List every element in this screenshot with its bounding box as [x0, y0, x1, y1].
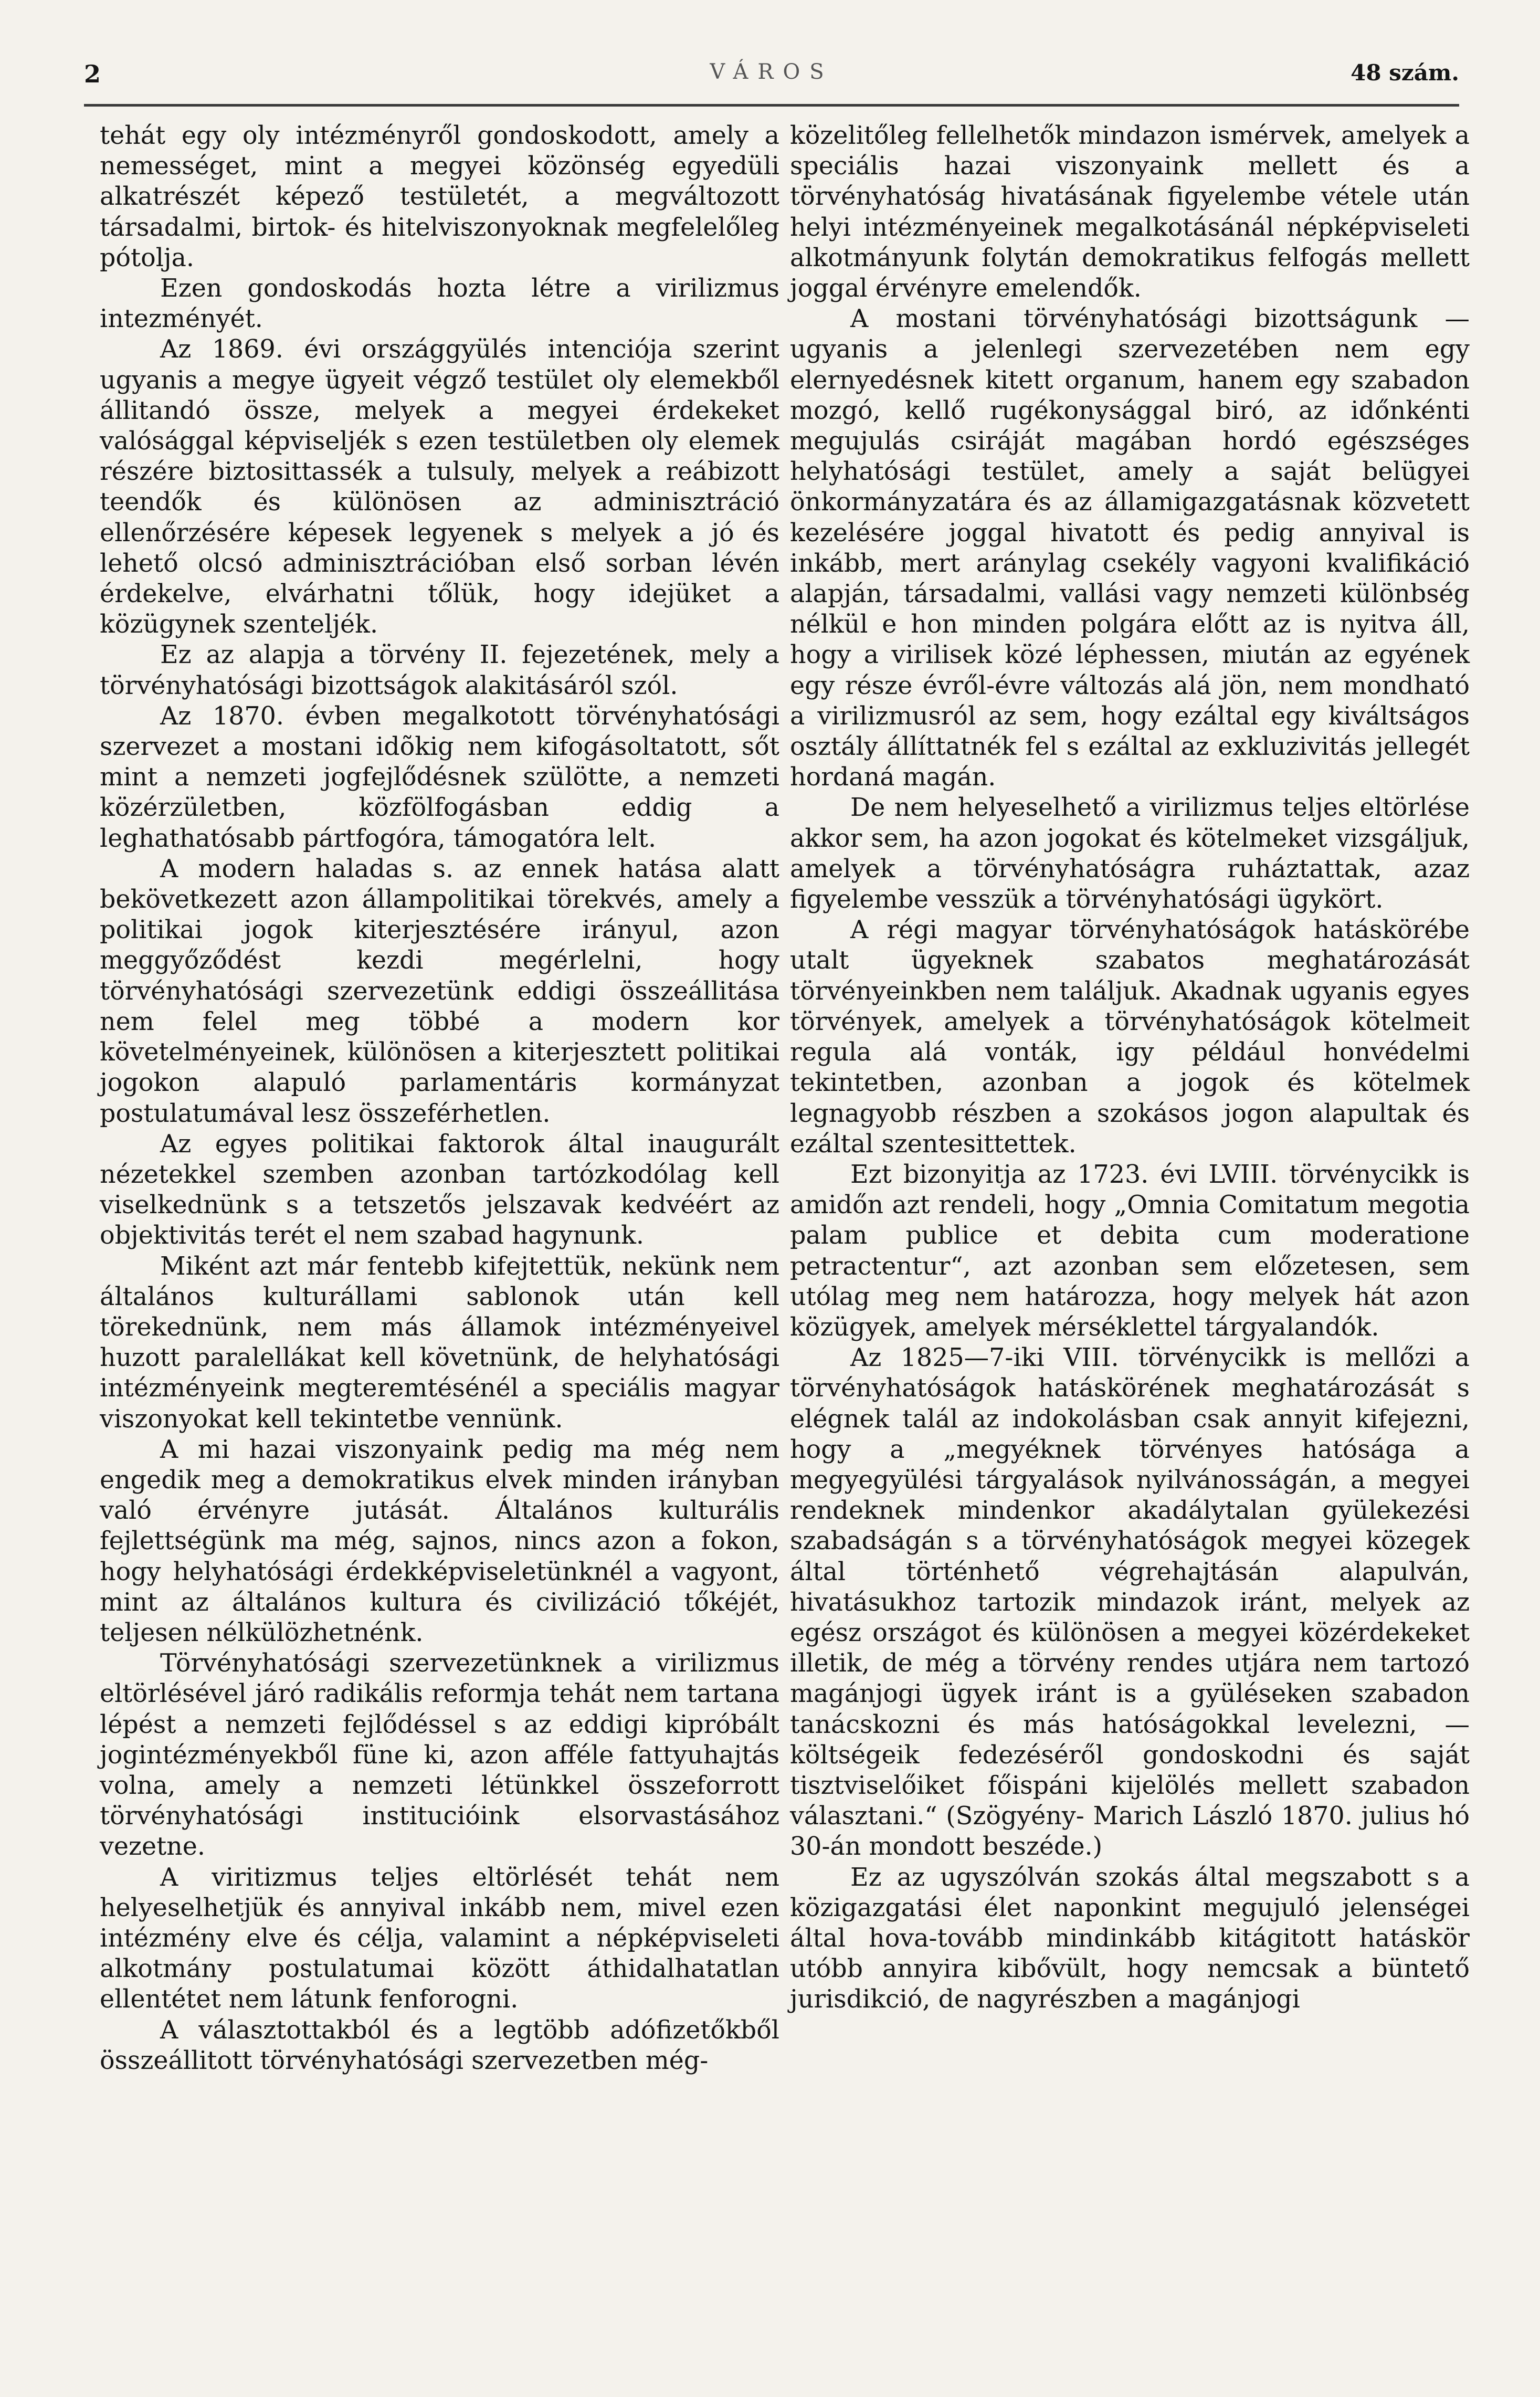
paragraph: Ez az ugyszólván szokás által megszabott s a közigazgatási élet naponkint megujuló jelenségei által hova-tovább mindinkább kitágitott hatáskör utóbb annyira kibővült, hogy nemcsak a büntető jurisdikció, de nagyrészben a magánjogi — [790, 1863, 1470, 2014]
paragraph: tehát egy oly intézményről gondoskodott, amely a nemességet, mint a megyei közönség egyedüli alkatrészét képező testületét, a megváltozott társadalmi, birtok- és hitelviszonyoknak megfelelőleg pótolja. — [100, 121, 779, 272]
issue-number: 48 szám. — [1351, 60, 1459, 86]
right-column — [790, 121, 1470, 2015]
paragraph: A mi hazai viszonyaink pedig ma még nem engedik meg a demokratikus elvek minden irányban való érvényre jutását. Általános kulturális fejlettségünk ma még, sajnos, nincs azon a fokon, hogy helyhatósági érdekképviseletünknél a vagyont, mint az általános kultura és civilizáció tőkéjét, teljesen nélkülözhetnénk. — [100, 1435, 779, 1647]
paragraph: A modern haladas s. az ennek hatása alatt bekövetkezett azon állampolitikai törekvés, amely a politikai jogok kiterjesztésére irányul, azon meggyőződést kezdi megérlelni, hogy törvényhatósági szervezetünk eddigi összeállitása nem felel meg többé a modern kor követelményeinek, különösen a kiterjesztett politikai jogokon alapuló parlamentáris kormányzat postulatumával lesz összeférhetlen. — [100, 854, 779, 1128]
paragraph: De nem helyeselhető a virilizmus teljes eltörlése akkor sem, ha azon jogokat és kötelmeket vizsgáljuk, amelyek a törvényhatóságra ruháztattak, azaz figyelembe vesszük a törvényhatósági ügykört. — [790, 793, 1470, 914]
paragraph: A régi magyar törvényhatóságok hatáskörébe utalt ügyeknek szabatos meghatározását törvényeinkben nem találjuk. Akadnak ugyanis egyes törvények, amelyek a törvényhatóságok kötelmeit regula alá vonták, igy például honvédelmi tekintetben, azonban a jogok és kötelmek legnagyobb részben a szokásos jogon alapultak és ezáltal szentesittettek. — [790, 916, 1470, 1159]
running-title: VÁROS — [710, 60, 834, 84]
paragraph: Az 1825—7-iki VIII. törvénycikk is mellőzi a törvényhatóságok hatáskörének meghatározását s elégnek talál az indokolásban csak annyit kifejezni, hogy a „megyéknek törvényes hatósága a megyegyülési tárgyalások nyilvánosságán, a megyei rendeknek mindenkor akadálytalan gyülekezési szabadságán s a törvényhatóságok megyei közegek által történhető végrehajtásán alapulván, hivatásukhoz tartozik mindazok iránt, melyek az egész országot és különösen a megyei közérdekeket illetik, de még a törvény rendes utjára nem tartozó magánjogi ügyek iránt is a gyüléseken szabadon tanácskozni és más hatóságokkal levelezni, — költségeik fedezéséről gondoskodni és saját tisztviselőiket főispáni kijelölés mellett szabadon választani.“ (Szögyény- Marich László 1870. julius hó 30-án mondott beszéde.) — [790, 1343, 1470, 1862]
paragraph: közelitőleg fellelhetők mindazon ismérvek, amelyek a speciális hazai viszonyaink mellett és a törvényhatóság hivatásának figyelembe vétele után helyi intézményeinek megalkotásánál népképviseleti alkotmányunk folytán demokratikus felfogás mellett joggal érvényre emelendők. — [790, 121, 1470, 303]
paragraph: Az egyes politikai faktorok által inaugurált nézetekkel szemben azonban tartózkodólag kell viselkednünk s a tetszetős jelszavak kedvéért az objektivitás terét el nem szabad hagynunk. — [100, 1129, 779, 1250]
left-column — [100, 121, 779, 2076]
header-rule — [84, 104, 1459, 107]
paragraph: Ezt bizonyitja az 1723. évi LVIII. törvénycikk is amidőn azt rendeli, hogy „Omnia Comitatum megotia palam publice et debita cum moderatione petractentur“, azt azonban sem előzetesen, sem utólag meg nem határozza, hogy melyek hát azon közügyek, amelyek mérséklettel tárgyalandók. — [790, 1160, 1470, 1342]
paragraph: A viritizmus teljes eltörlését tehát nem helyeselhetjük és annyival inkább nem, mivel ezen intézmény elve és célja, valamint a népképviseleti alkotmány postulatumai között áthidalhatatlan ellentétet nem látunk fenforogni. — [100, 1863, 779, 2014]
page-header — [84, 52, 1459, 110]
paragraph: Az 1870. évben megalkotott törvényhatósági szervezet a mostani idõkig nem kifogásoltatott, sőt mint a nemzeti jogfejlődésnek szülötte, a nemzeti közérzületben, közfölfogásban eddig a leghathatósabb pártfogóra, támogatóra lelt. — [100, 701, 779, 853]
paragraph: Törvényhatósági szervezetünknek a virilizmus eltörlésével járó radikális reformja tehát nem tartana lépést a nemzeti fejlődéssel s az eddigi kipróbált jogintézményekből füne ki, azon afféle fattyuhajtás volna, amely a nemzeti létünkkel összeforrott törvényhatósági institucióink elsorvastásához vezetne. — [100, 1649, 779, 1862]
paragraph: Ez az alapja a törvény II. fejezetének, mely a törvényhatósági bizottságok alakitásáról szól. — [100, 640, 779, 700]
paragraph: Az 1869. évi országgyülés intenciója szerint ugyanis a megye ügyeit végző testület oly elemekből állitandó össze, melyek a megyei érdekeket valósággal képviseljék s ezen testületben oly elemek részére biztosittassék a tulsuly, melyek a reábizott teendők és különösen az adminisztráció ellenőrzésére képesek legyenek s melyek a jó és lehető olcsó adminisztrációban első sorban lévén érdekelve, elvárhatni tőlük, hogy idejüket a közügynek szenteljék. — [100, 335, 779, 639]
paragraph: Ezen gondoskodás hozta létre a virilizmus intezményét. — [100, 274, 779, 334]
paragraph: Miként azt már fentebb kifejtettük, nekünk nem általános kulturállami sablonok után kell törekednünk, nem más államok intézményeivel huzott paralellákat kell követnünk, de helyhatósági intézményeink megteremtésénél a speciális magyar viszonyokat kell tekintetbe vennünk. — [100, 1252, 779, 1434]
paragraph: A választottakból és a legtöbb adófizetőkből összeállitott törvényhatósági szervezetben még- — [100, 2015, 779, 2075]
paragraph: A mostani törvényhatósági bizottságunk — ugyanis a jelenlegi szervezetében nem egy elernyedésnek kitett organum, hanem egy szabadon mozgó, kellő rugékonysággal biró, az időnkénti megujulás csiráját magában hordó egészséges helyhatósági testület, amely a saját belügyei önkormányzatára és az államigazgatásnak közvetett kezelésére joggal hivatott és pedig annyival is inkább, mert aránylag csekély vagyoni kvalifikáció alapján, társadalmi, vallási vagy nemzeti különbség nélkül e hon minden polgára előtt az is nyitva áll, hogy a virilisek közé léphessen, miután az egyének egy része évről-évre változás alá jön, nem mondható a virilizmusról az sem, hogy ezáltal egy kiváltságos osztály állíttatnék fel s ezáltal az exkluzivitás jellegét hordaná magán. — [790, 304, 1470, 792]
page-number: 2 — [84, 60, 101, 88]
